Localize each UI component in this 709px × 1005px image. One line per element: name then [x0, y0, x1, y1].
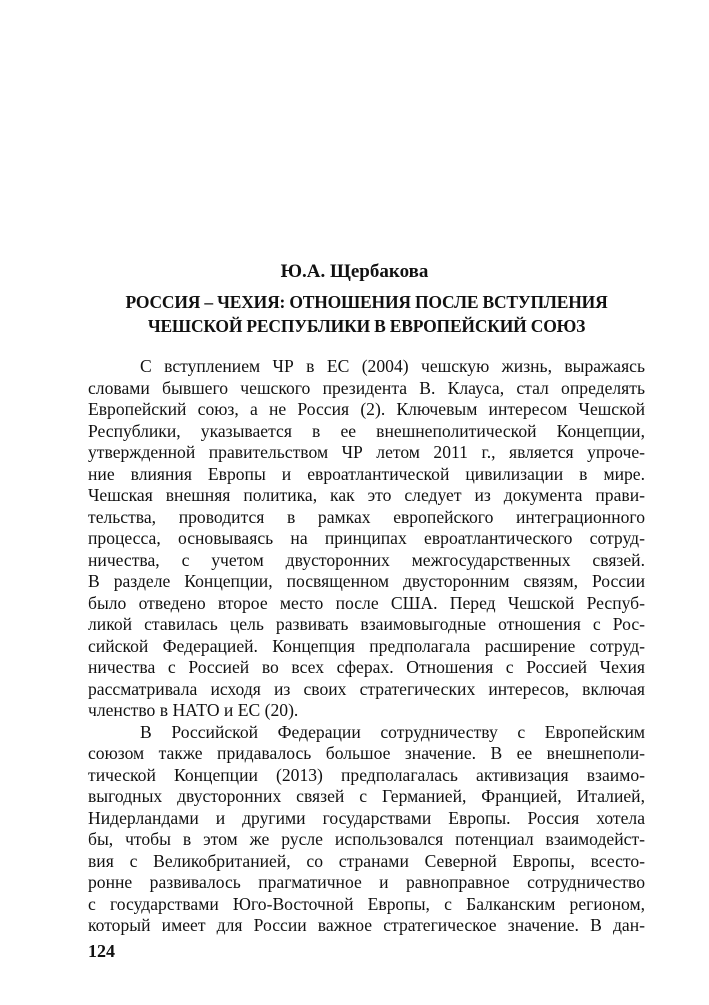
text-line: В Российской Федерации сотрудничеству с Европейским	[140, 721, 645, 742]
text-line: ние влияния Европы и евроатлантической цивилизации в мире.	[88, 463, 645, 484]
text-line: сийской Федерацией. Концепция предполагала расширение сотруд-	[88, 635, 645, 656]
text-line: союзом также придавалось большое значение. В ее внешнеполи-	[88, 743, 645, 763]
page-number: 124	[88, 941, 115, 961]
text-line: Нидерландами и другими государствами Европы. Россия хотела	[88, 807, 645, 828]
article-title-line-1: РОССИЯ – ЧЕХИЯ: ОТНОШЕНИЯ ПОСЛЕ ВСТУПЛЕНИЯ	[125, 292, 608, 312]
text-line: ничества, с учетом двусторонних межгосударственных связей.	[88, 549, 645, 570]
article-title	[88, 290, 645, 338]
text-line: ронне развивалось прагматичное и равноправное сотрудничество	[88, 872, 645, 892]
author-name: Ю.А. Щербакова	[280, 261, 429, 282]
text-line: вия с Великобританией, со странами Северной Европы, всесто-	[88, 850, 645, 871]
text-line: процесса, основываясь на принципах евроатлантического сотруд-	[88, 528, 645, 548]
text-line: который имеет для России важное стратегическое значение. В дан-	[88, 915, 645, 935]
paragraph-1	[88, 356, 645, 722]
text-line: Республики, указывается в ее внешнеполитической Концепции,	[88, 420, 645, 441]
text-line: было отведено второе место после США. Перед Чешской Респуб-	[88, 592, 645, 613]
article-title-line-2: ЧЕШСКОЙ РЕСПУБЛИКИ В ЕВРОПЕЙСКИЙ СОЮЗ	[147, 316, 586, 336]
text-line: В разделе Концепции, посвященном двусторонним связям, России	[88, 571, 645, 591]
text-line: Чешская внешняя политика, как это следует из документа прави-	[88, 485, 645, 505]
article-body	[88, 356, 645, 937]
text-line: членство в НАТО и ЕС (20).	[88, 700, 299, 720]
text-line: с государствами Юго-Восточной Европы, с Балканским регионом,	[88, 893, 645, 914]
text-line: бы, чтобы в этом же русле использовался потенциал взаимодейст-	[88, 829, 645, 849]
paragraph-2	[88, 722, 645, 937]
text-line: словами бывшего чешского президента В. Клауса, стал определять	[88, 377, 645, 398]
text-line: рассматривала исходя из своих стратегических интересов, включая	[88, 678, 645, 699]
text-line: тической Концепции (2013) предполагалась активизация взаимо-	[88, 764, 645, 785]
text-line: Европейский союз, а не Россия (2). Ключевым интересом Чешской	[88, 399, 645, 419]
text-line: тельства, проводится в рамках европейского интеграционного	[88, 506, 645, 527]
text-line: утвержденной правительством ЧР летом 2011 г., является упроче-	[88, 442, 645, 462]
text-line: ничества с Россией во всех сферах. Отношения с Россией Чехия	[88, 657, 645, 677]
text-line: ликой ставилась цель развивать взаимовыгодные отношения с Рос-	[88, 614, 645, 634]
text-line: С вступлением ЧР в ЕС (2004) чешскую жизнь, выражаясь	[140, 356, 645, 376]
text-line: выгодных двусторонних связей с Германией, Францией, Италией,	[88, 786, 645, 806]
